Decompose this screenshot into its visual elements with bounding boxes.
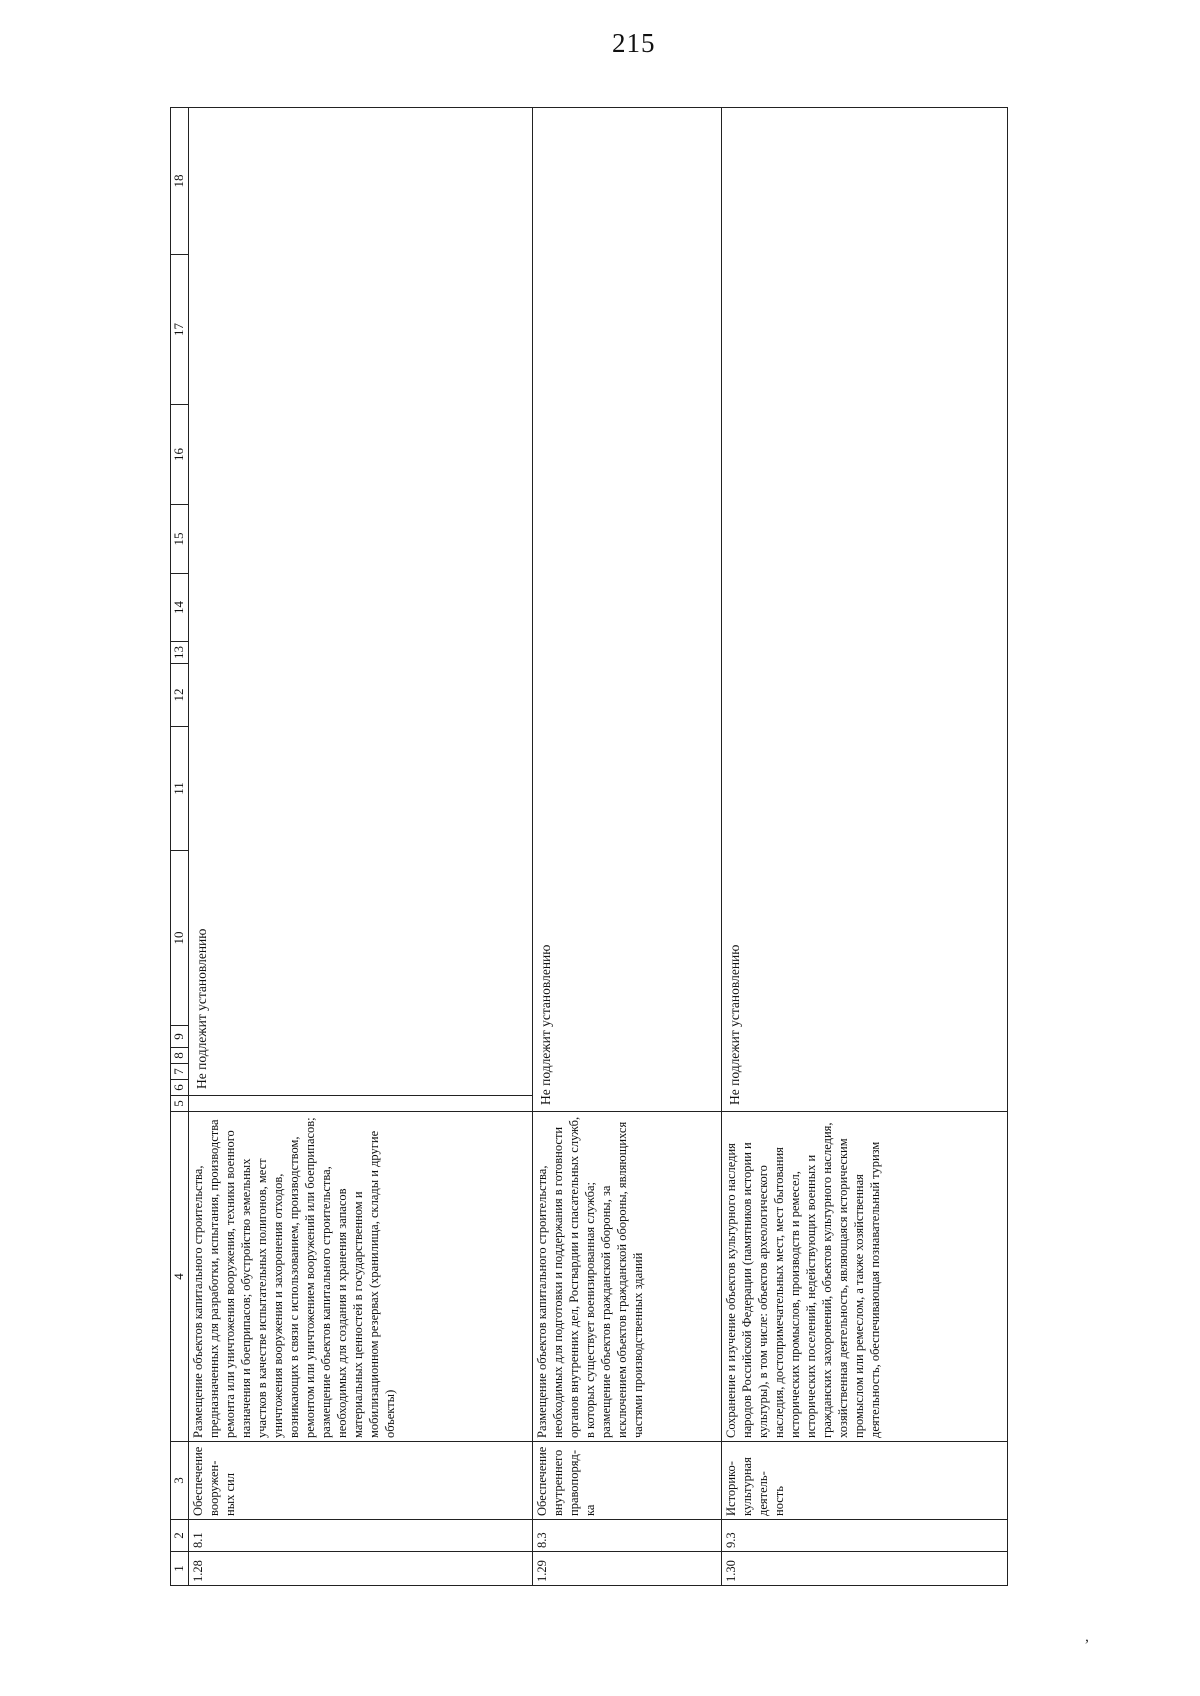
- header-cell: 6: [171, 1080, 189, 1096]
- land-use-table: [170, 107, 1008, 1586]
- row-note: Не подлежит установлению: [721, 108, 1007, 1112]
- header-cell: 13: [171, 642, 189, 664]
- row-number: 1.30: [721, 1552, 1007, 1586]
- table-row: [721, 108, 1007, 1586]
- row-description: Размещение объектов капитального строительства, необходимых для подготовки и поддержания в готовности органов внутренних дел, Росгвардии и спасательных служб, в которых существует военизированная служба; размещение объектов гражданской обороны, за исключением объектов гражданской обороны, являющихся частями производственных зданий: [532, 1112, 721, 1442]
- header-cell: 16: [171, 405, 189, 505]
- row-description: Сохранение и изучение объектов культурного наследия народов Российской Федерации (памятников истории и культуры), в том числе: объектов археологического наследия, достопримечательных мест, мест бытования исторических промыслов, производств и ремесел, исторических поселений, недействующих военных и гражданских захоронений, объектов культурного наследия, хозяйственная деятельность, являющаяся историческим промыслом или ремеслом, а также хозяйственная деятельность, обеспечивающая познавательный туризм: [721, 1112, 1007, 1442]
- header-cell: 3: [171, 1442, 189, 1520]
- row-name: Историко-культурная деятель-ность: [721, 1442, 1007, 1520]
- header-cell: 9: [171, 1026, 189, 1048]
- header-cell: 10: [171, 851, 189, 1026]
- row-code: 9.3: [721, 1520, 1007, 1552]
- scan-mark: ,: [1085, 1628, 1089, 1645]
- header-cell: 11: [171, 727, 189, 851]
- row-number: 1.29: [532, 1552, 721, 1586]
- row-number: 1.28: [188, 1552, 532, 1586]
- header-cell: 4: [171, 1112, 189, 1442]
- header-cell: 15: [171, 505, 189, 574]
- table-row: [188, 108, 532, 1586]
- row-code: 8.3: [532, 1520, 721, 1552]
- table-row: [532, 108, 721, 1586]
- rotated-table-wrapper: [170, 108, 1007, 1586]
- row-code: 8.1: [188, 1520, 532, 1552]
- header-cell: 8: [171, 1048, 189, 1064]
- header-cell: 17: [171, 255, 189, 405]
- row-name: Обеспечение вооружен-ных сил: [188, 1442, 532, 1520]
- empty-cell: [188, 1096, 532, 1112]
- row-name: Обеспечение внутреннего правопоряд-ка: [532, 1442, 721, 1520]
- header-cell: 5: [171, 1096, 189, 1112]
- row-note: Не подлежит установлению: [532, 108, 721, 1112]
- header-cell: 7: [171, 1064, 189, 1080]
- header-row: [171, 108, 189, 1586]
- header-cell: 2: [171, 1520, 189, 1552]
- header-cell: 1: [171, 1552, 189, 1586]
- header-cell: 14: [171, 574, 189, 642]
- page-number: 215: [612, 28, 656, 58]
- header-cell: 18: [171, 108, 189, 255]
- row-description: Размещение объектов капитального строительства, предназначенных для разработки, испытания, производства ремонта или уничтожения вооружения, техники военного назначения и боеприпасов; обустройство земельных участков в качестве испытательных полигонов, мест уничтожения вооружения и захоронения отходов, возникающих в связи с использованием, производством, ремонтом или уничтожением вооружений или боеприпасов; размещение объектов капитального строительства, необходимых для создания и хранения запасов материальных ценностей в государственном и мобилизационном резервах (хранилища, склады и другие объекты): [188, 1112, 532, 1442]
- row-note: Не подлежит установлению: [188, 108, 532, 1096]
- header-cell: 12: [171, 664, 189, 727]
